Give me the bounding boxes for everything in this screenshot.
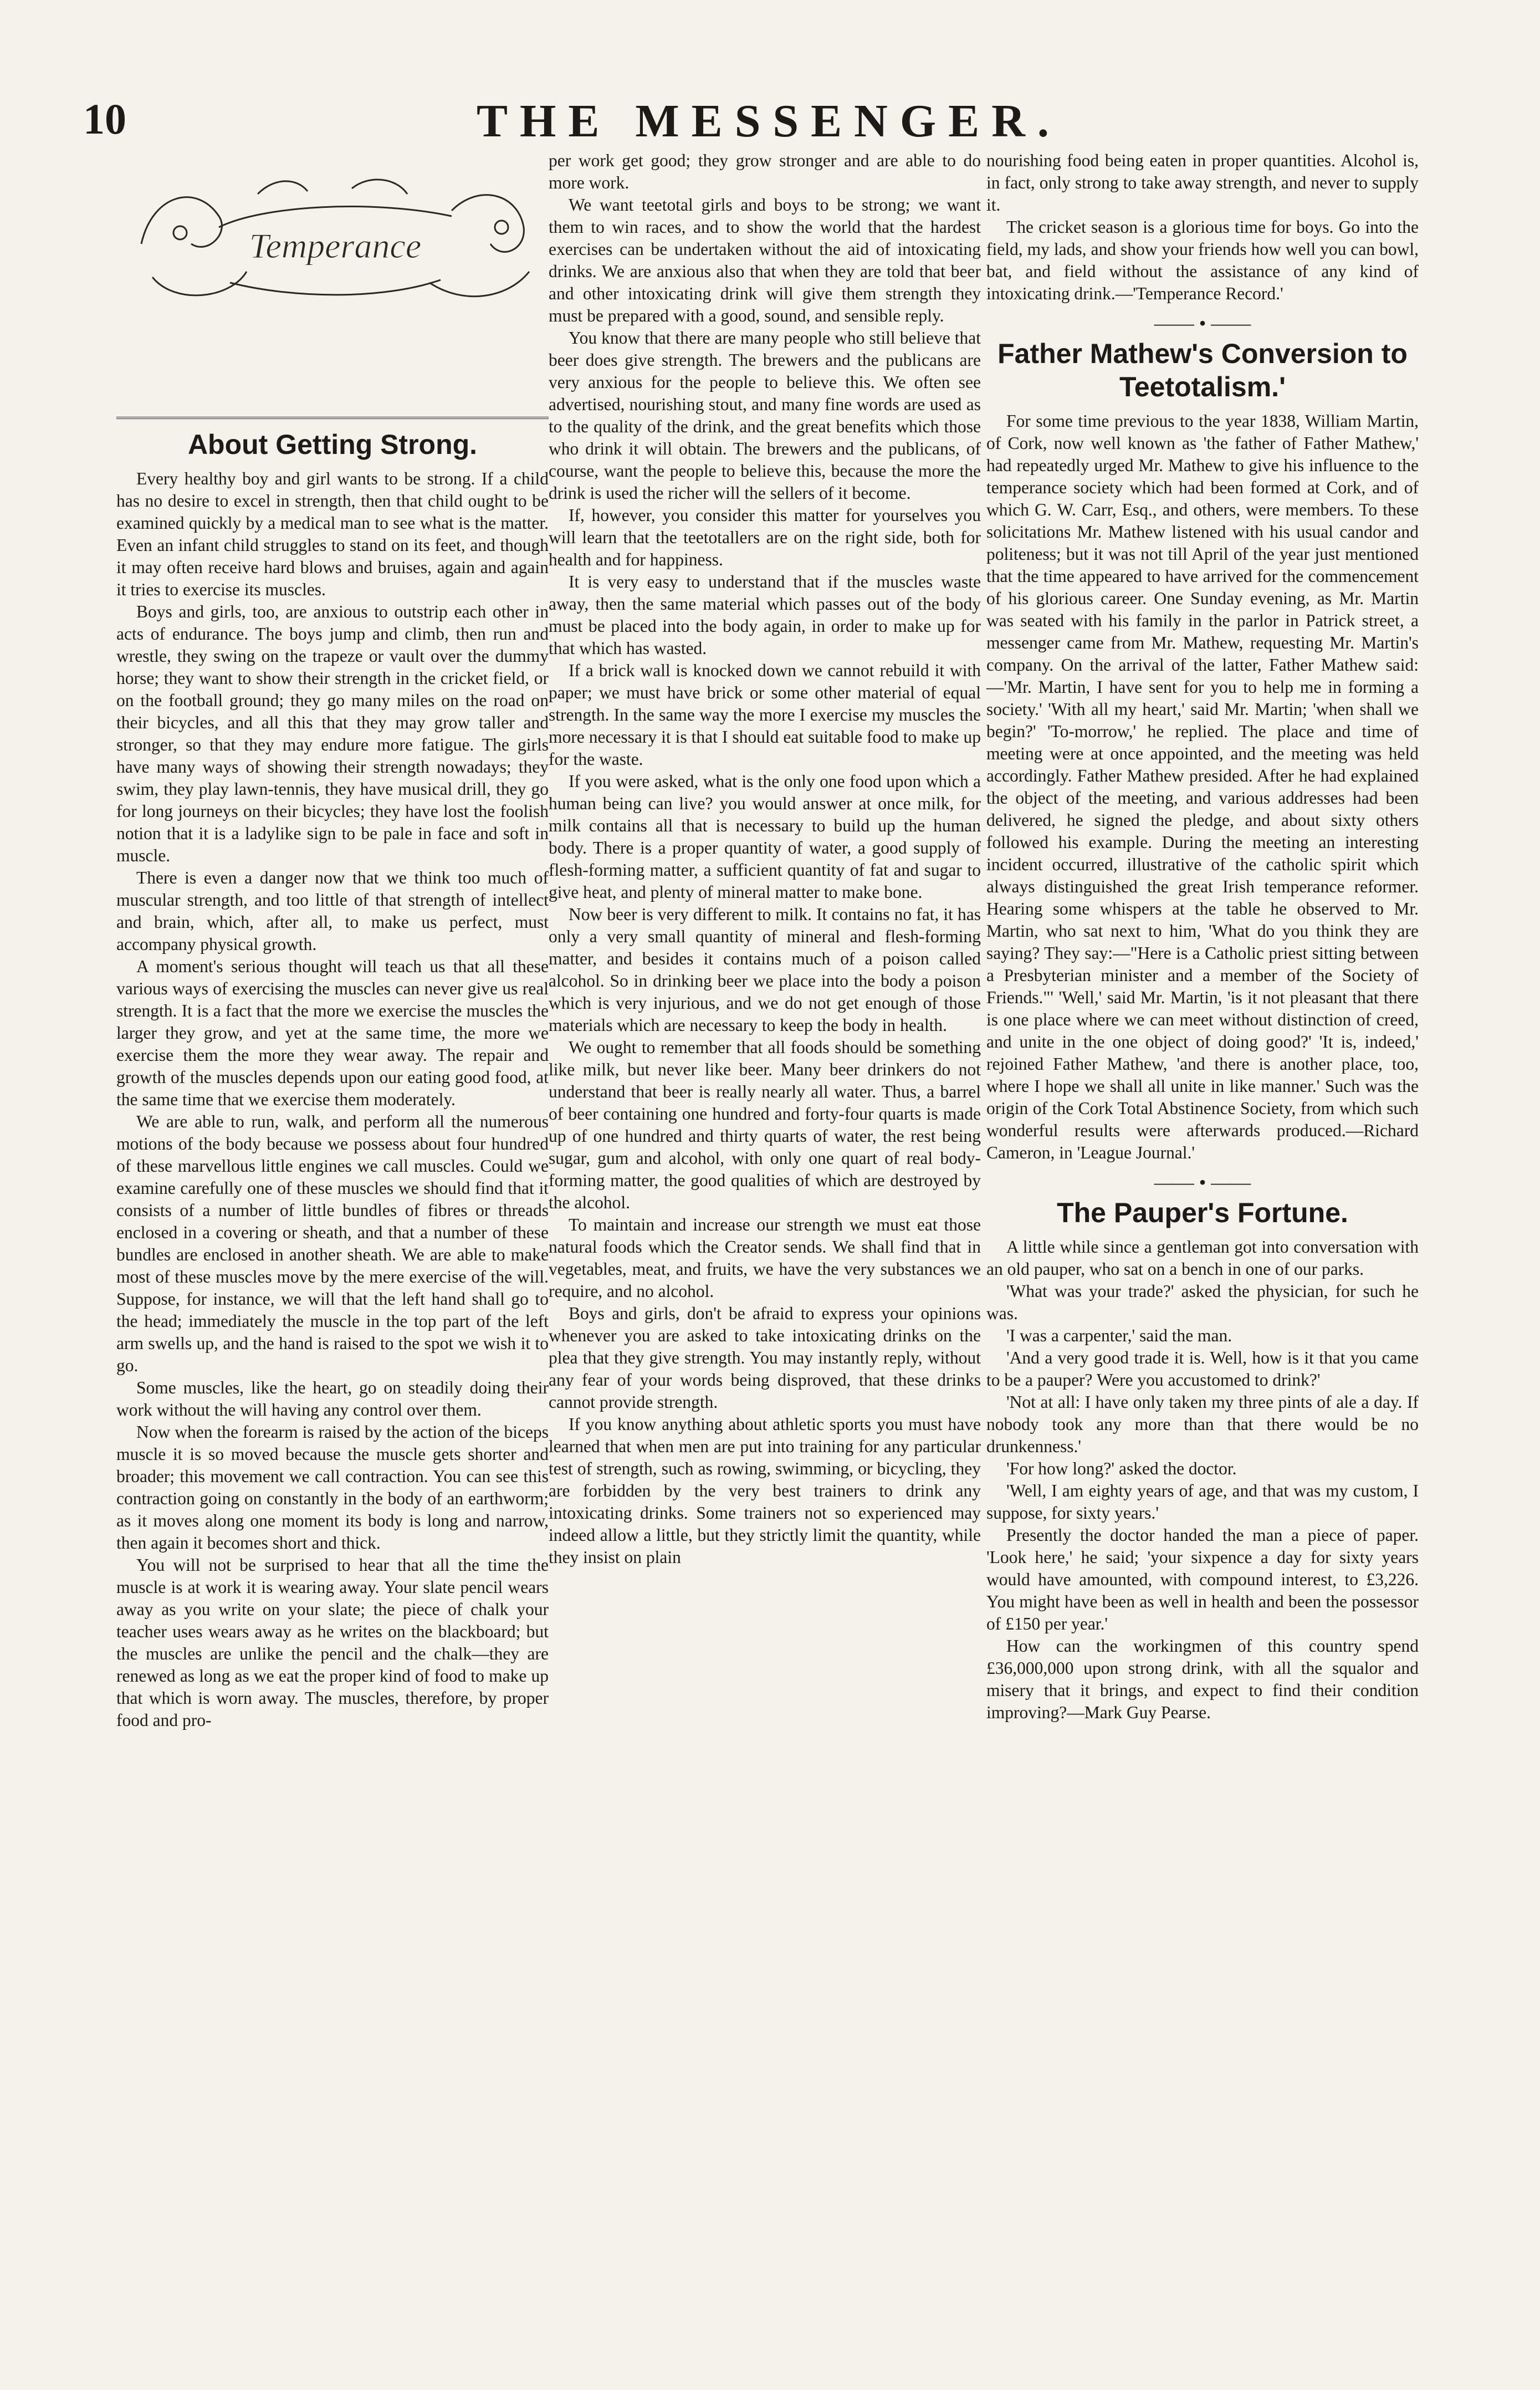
page-header — [78, 89, 1474, 155]
paragraph: We are able to run, walk, and perform all the numerous motions of the body because we possess about four hundred of these marvellous little engines we call muscles. Could we examine carefully one of these muscles we should find that it consists of a number of little bundles of fibres or threads enclosed in a covering or sheath, and that a number of these bundles are enclosed in another sheath. We are able to make most of these muscles move by the mere exercise of the will. Suppose, for instance, we will that the left hand shall go to the head; immediately the muscle in the top part of the left arm swells up, and the hand is raised to the spot we wish it to go. — [116, 1112, 549, 1375]
paragraph: per work get good; they grow stronger and are able to do more work. — [549, 151, 981, 192]
section-divider: —— • —— — [1154, 312, 1251, 334]
column-1 — [116, 410, 549, 1732]
paragraph: nourishing food being eaten in proper quantities. Alcohol is, in fact, only strong to take away strength, and never to supply it. — [986, 151, 1419, 215]
column-1-rule — [116, 417, 549, 419]
article-title-paupers-fortune: The Pauper's Fortune. — [1057, 1197, 1348, 1228]
paragraph: Every healthy boy and girl wants to be strong. If a child has no desire to excel in strength, then that child ought to be examined quickly by a medical man to see what is the matter. Even an infant child struggles to stand on its feet, and though it may often receive hard blows and bruises, again and again it tries to exercise its muscles. — [116, 469, 549, 599]
paragraph: If you were asked, what is the only one food upon which a human being can live? you would answer at once milk, for milk contains all that is necessary to build up the human body. There is a proper quantity of water, a good supply of flesh-forming matter, a sufficient quantity of fat and sugar to give heat, and plenty of mineral matter to make bone. — [549, 772, 981, 902]
paragraph: A little while since a gentleman got into conversation with an old pauper, who sat on a bench in one of our parks. — [986, 1237, 1419, 1279]
section-divider: —— • —— — [1154, 1171, 1251, 1193]
article-title-father-mathew: Father Mathew's Conversion to Teetotalism.' — [997, 338, 1408, 402]
paragraph: Now beer is very different to milk. It contains no fat, it has only a very small quantity of mineral and flesh-forming matter, and besides it contains much of a poison called alcohol. So in drinking beer we place into the body a poison which is very injurious, and we do not get enough of those materials which are necessary to keep the body in health. — [549, 905, 981, 1035]
paragraph: 'What was your trade?' asked the physician, for such he was. — [986, 1281, 1419, 1323]
ornament-label: Temperance — [249, 226, 422, 265]
paragraph: 'Not at all: I have only taken my three pints of ale a day. If nobody took any more than that there would be no drunkenness.' — [986, 1392, 1419, 1456]
paragraph: How can the workingmen of this country spend £36,000,000 upon strong drink, with all the squalor and misery that it brings, and expect to find their condition improving?—Mark Guy Pearse. — [986, 1636, 1419, 1722]
article-title-about-getting-strong: About Getting Strong. — [187, 429, 478, 460]
page-number: 10 — [83, 95, 126, 143]
paragraph: For some time previous to the year 1838, William Martin, of Cork, now well known as 'the father of Father Mathew,' had repeatedly urged Mr. Mathew to give his influence to the temperance society which had been formed at Cork, and of which G. W. Carr, Esq., and others, were members. To these solicitations Mr. Mathew listened with his usual candor and politeness; but it was not till April of the year just mentioned that the time appeared to have arrived for the commencement of his glorious career. One Sunday evening, as Mr. Martin was seated with his family in the parlor in Patrick street, a messenger came from Mr. Mathew, requesting Mr. Martin's company. On the arrival of the latter, Father Mathew said:—'Mr. Martin, I have sent for you to help me in forming a society.' 'With all my heart,' said Mr. Martin; 'when shall we begin?' 'To-morrow,' he replied. The place and time of meeting were at once appointed, and the meeting was held accordingly. Father Mathew presided. After he had explained the object of the meeting, and various addresses had been delivered, he signed the pledge, and about sixty others followed his example. During the meeting an interesting incident occurred, illustrative of the catholic spirit which always distinguished the great Irish temperance reformer. Hearing some whispers at the table he observed to Mr. Martin, who sat next to him, 'What do you think they are saying? They say:—"Here is a Catholic priest sitting between a Presbyterian minister and a member of the Society of Friends."' 'Well,' said Mr. Martin, 'is it not pleasant that there is one place where we can meet without distinction of creed, and unite in the one object of doing good?' 'It is, indeed,' rejoined Father Mathew, 'and there is another place, too, where I hope we shall all unite in like manner.' Such was the origin of the Cork Total Abstinence Society, from which such wonderful results were afterwards produced.—Richard Cameron, in 'League Journal.' — [986, 411, 1419, 1162]
paragraph: You will not be surprised to hear that all the time the muscle is at work it is wearing away. Your slate pencil wears away as you write on your slate; the piece of chalk your teacher uses wears away as he writes on the blackboard; but the muscles are unlike the pencil and the chalk—they are renewed as long as we eat the proper kind of food to make up that which is worn away. The muscles, therefore, by proper food and pro- — [116, 1555, 549, 1730]
paragraph: 'And a very good trade it is. Well, how is it that you came to be a pauper? Were you accustomed to drink?' — [986, 1348, 1419, 1390]
paragraph: Boys and girls, don't be afraid to express your opinions whenever you are asked to take intoxicating drinks on the plea that they give strength. You may instantly reply, without any fear of your words being disproved, that these drinks cannot provide strength. — [549, 1304, 981, 1412]
paragraph: A moment's serious thought will teach us that all these various ways of exercising the muscles can never give us real strength. It is a fact that the more we exercise the muscles the larger they grow, and yet at the same time, the more we exercise them the more they wear away. The repair and growth of the muscles depends upon our eating good food, at the same time that we exercise them moderately. — [116, 957, 549, 1109]
column-3 — [986, 150, 1419, 1724]
paragraph: We ought to remember that all foods should be something like milk, but never like beer. Many beer drinkers do not understand that beer is really nearly all water. Thus, a barrel of beer containing one hundred and forty-four quarts is made up of one hundred and thirty quarts of water, the rest being sugar, gum and alcohol, with only one quart of real body-forming matter, the good qualities of which are destroyed by the alcohol. — [549, 1038, 981, 1212]
paragraph: To maintain and increase our strength we must eat those natural foods which the Creator sends. We shall find that in vegetables, meat, and fruits, we have the very substances we require, and no alcohol. — [549, 1215, 981, 1301]
paragraph: If, however, you consider this matter for yourselves you will learn that the teetotallers are on the right side, both for health and for happiness. — [549, 505, 981, 569]
paragraph: We want teetotal girls and boys to be strong; we want them to win races, and to show the world that the hardest exercises can be undertaken without the aid of intoxicating drinks. We are anxious also that when they are told that beer and other intoxicating drink will give them strength they must be prepared with a good, sound, and sensible reply. — [549, 195, 981, 325]
paragraph: The cricket season is a glorious time for boys. Go into the field, my lads, and show your friends how well you can bowl, bat, and field without the assistance of any kind of intoxicating drink.—'Temperance Record.' — [986, 217, 1419, 303]
paragraph: 'I was a carpenter,' said the man. — [1006, 1326, 1232, 1345]
column-2 — [549, 150, 981, 1569]
paragraph: Some muscles, like the heart, go on steadily doing their work without the will having any control over them. — [116, 1378, 549, 1419]
paragraph: It is very easy to understand that if the muscles waste away, then the same material which passes out of the body must be placed into the body again, in order to make up for that which has wasted. — [549, 572, 981, 658]
paragraph: Presently the doctor handed the man a piece of paper. 'Look here,' he said; 'your sixpence a day for sixty years would have amounted, with compound interest, to £3,226. You might have been as well in health and been the possessor of £150 per year.' — [986, 1525, 1419, 1633]
ornament-scroll-art — [119, 161, 551, 327]
paragraph: If a brick wall is knocked down we cannot rebuild it with paper; we must have brick or some other material of equal strength. In the same way the more I exercise my muscles the more necessary it is that I should eat suitable food to make up for the waste. — [549, 661, 981, 769]
temperance-ornament — [119, 161, 551, 327]
masthead-title: THE MESSENGER. — [477, 95, 1061, 147]
paragraph: There is even a danger now that we think too much of muscular strength, and too little of that strength of intellect and brain, which, after all, to make us perfect, must accompany physical growth. — [116, 868, 549, 954]
paragraph: Now when the forearm is raised by the action of the biceps muscle it is so moved because the muscle gets shorter and broader; this movement we call contraction. You can see this contraction going on constantly in the body of an earthworm; as it moves along one moment its body is long and narrow, then again it becomes short and thick. — [116, 1422, 549, 1553]
paragraph: If you know anything about athletic sports you must have learned that when men are put into training for any particular test of strength, such as rowing, swimming, or bicycling, they are forbidden by the very best trainers to drink any intoxicating drinks. Some trainers not so experienced may indeed allow a little, but they strictly limit the quantity, while they insist on plain — [549, 1414, 981, 1567]
paragraph: 'For how long?' asked the doctor. — [1006, 1459, 1237, 1478]
paragraph: You know that there are many people who still believe that beer does give strength. The brewers and the publicans are very anxious for the people to believe this. We often see advertised, nourishing stout, and many fine words are used as to the quality of the drink, and the great benefits which those who drink it will obtain. The brewers and the publicans, of course, want the people to believe this, because the more the drink is used the richer will the sellers of it become. — [549, 328, 981, 503]
paragraph: Boys and girls, too, are anxious to outstrip each other in acts of endurance. The boys jump and climb, then run and wrestle, they swing on the trapeze or vault over the dummy horse; they want to show their strength in the cricket field, or on the football ground; they go many miles on the road on their bicycles, and all this that they may grow taller and stronger, so that they may endure more fatigue. The girls have many ways of showing their strength nowadays; they swim, they play lawn-tennis, they have musical drill, they go for long journeys on their bicycles; they have lost the foolish notion that it is a ladylike sign to be pale in face and soft in muscle. — [116, 602, 549, 865]
paragraph: 'Well, I am eighty years of age, and that was my custom, I suppose, for sixty years.' — [986, 1481, 1419, 1523]
